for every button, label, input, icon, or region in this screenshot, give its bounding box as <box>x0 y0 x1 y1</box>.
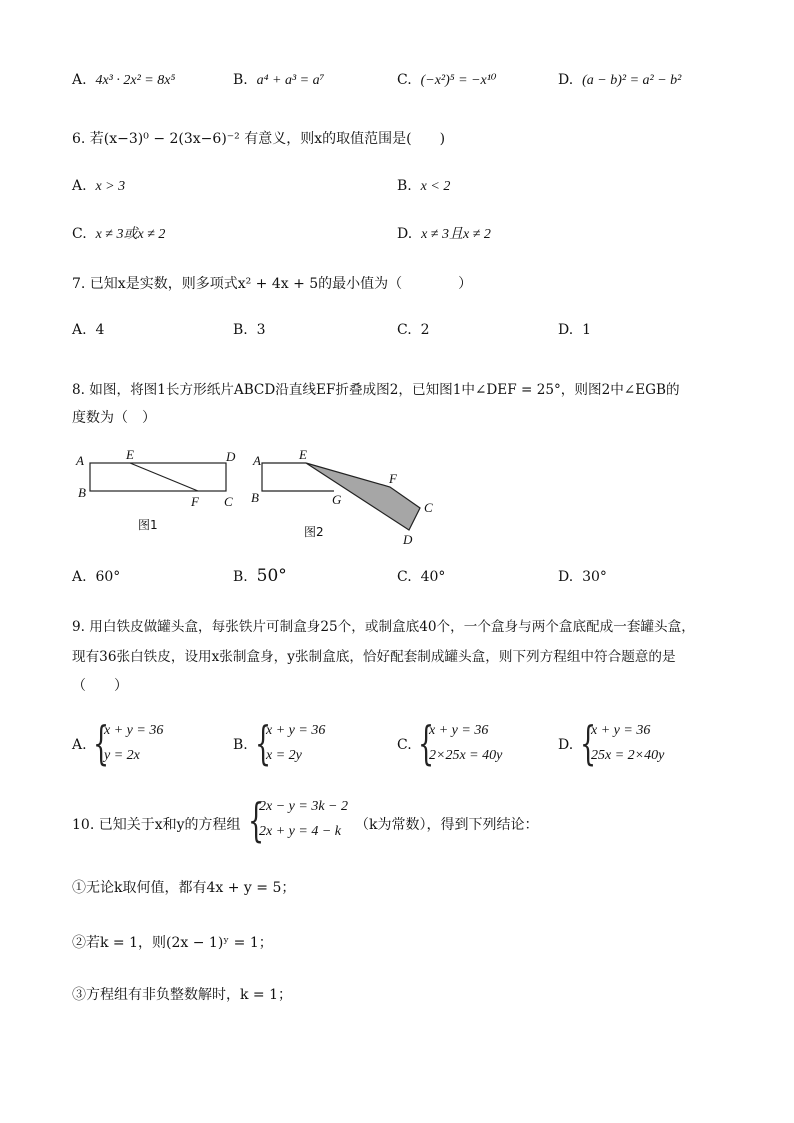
fig2-label-e: E <box>299 447 307 462</box>
q9-option-c-label: C. <box>397 737 412 753</box>
q7-option-a: A. 4 <box>72 322 105 338</box>
q6-option-b: B. x < 2 <box>397 178 451 194</box>
fig2-label-f: F <box>389 471 397 486</box>
q8-stem-line2: 度数为（ ） <box>72 410 156 426</box>
q8-option-c: C. 40° <box>397 569 446 585</box>
q5-option-b: B. a⁴ + a³ = a⁷ <box>233 72 325 88</box>
q9-option-a-label: A. <box>72 737 87 753</box>
q9-option-d-eq1: x + y = 36 <box>591 723 651 738</box>
q9-option-b-brace: { <box>255 716 272 770</box>
q7-option-c: C. 2 <box>397 322 430 338</box>
q8-option-d: D. 30° <box>558 569 607 585</box>
fig1-label-a: A <box>76 453 84 468</box>
fig2-label-a: A <box>253 453 261 468</box>
q9-option-a-brace: { <box>93 716 110 770</box>
q6-option-a: A. x > 3 <box>72 178 126 194</box>
q9-option-b-eq1: x + y = 36 <box>266 723 326 738</box>
q9-option-b-eq2: x = 2y <box>266 748 302 763</box>
q10-item-3: ③方程组有非负整数解时，k = 1； <box>72 987 293 1003</box>
q5-option-d: D. (a − b)² = a² − b² <box>558 72 682 88</box>
figure-1 <box>75 447 236 532</box>
q5-option-c: C. (−x²)⁵ = −x¹⁰ <box>397 72 497 88</box>
q10-stem-post: （k为常数），得到下列结论： <box>355 817 539 833</box>
figure-2 <box>251 447 433 547</box>
q10-eq2: 2x + y = 4 − k <box>259 824 341 839</box>
fig2-label-b: B <box>251 490 259 505</box>
fig2-label-c: C <box>424 500 433 515</box>
fig1-caption: 图1 <box>138 518 158 532</box>
fig2-caption: 图2 <box>304 525 324 539</box>
q7-option-b: B. 3 <box>233 322 266 338</box>
q9-option-a-eq1: x + y = 36 <box>104 723 164 738</box>
q9-stem-line3: （ ） <box>72 678 128 694</box>
q9-option-b-label: B. <box>233 737 248 753</box>
q10-item-1: ①无论k取何值，都有4x + y = 5； <box>72 880 296 896</box>
q10-eq1: 2x − y = 3k − 2 <box>259 799 348 814</box>
q9-option-c-eq1: x + y = 36 <box>429 723 489 738</box>
q9-option-d-brace: { <box>580 716 597 770</box>
fig2-label-g: G <box>332 492 342 507</box>
q6-option-d: D. x ≠ 3且x ≠ 2 <box>397 226 491 242</box>
q8-option-a: A. 60° <box>72 569 121 585</box>
q6-stem: 6. 若(x−3)⁰ − 2(3x−6)⁻² 有意义，则x的取值范围是( ) <box>72 131 446 147</box>
q8-figures <box>70 440 450 552</box>
fig1-label-d: D <box>226 449 236 464</box>
q6-option-c: C. x ≠ 3或x ≠ 2 <box>72 226 166 242</box>
q9-option-d-eq2: 25x = 2×40y <box>591 748 665 763</box>
q9-option-a-eq2: y = 2x <box>104 748 140 763</box>
q10-brace: { <box>248 793 265 847</box>
q9-option-c-brace: { <box>418 716 435 770</box>
q9-option-c-eq2: 2×25x = 40y <box>429 748 503 763</box>
fig1-label-c: C <box>224 494 233 509</box>
q8-stem-line1: 8. 如图，将图1长方形纸片ABCD沿直线EF折叠成图2，已知图1中∠DEF = 25°，则图2中∠EGB的 <box>72 382 680 398</box>
q7-option-d: D. 1 <box>558 322 592 338</box>
q7-stem: 7. 已知x是实数，则多项式x² + 4x + 5的最小值为（ ） <box>72 276 473 292</box>
q5-option-a: A. 4x³ · 2x² = 8x⁵ <box>72 72 176 88</box>
q9-stem-line1: 9. 用白铁皮做罐头盒，每张铁片可制盒身25个，或制盒底40个，一个盒身与两个盒底配成一套罐头盒， <box>72 619 695 635</box>
q10-item-2: ②若k = 1，则(2x − 1)ʸ = 1； <box>72 935 273 951</box>
q9-option-d-label: D. <box>558 737 574 753</box>
fig1-label-e: E <box>126 447 134 462</box>
q8-option-b: B. 50° <box>233 566 287 586</box>
fig2-label-d: D <box>403 532 413 547</box>
fig1-label-b: B <box>78 485 86 500</box>
q9-stem-line2: 现有36张白铁皮，设用x张制盒身，y张制盒底，恰好配套制成罐头盒，则下列方程组中符合题意的是 <box>72 649 676 665</box>
q10-stem-pre: 10. 已知关于x和y的方程组 <box>72 817 241 833</box>
fig1-label-f: F <box>191 494 199 509</box>
